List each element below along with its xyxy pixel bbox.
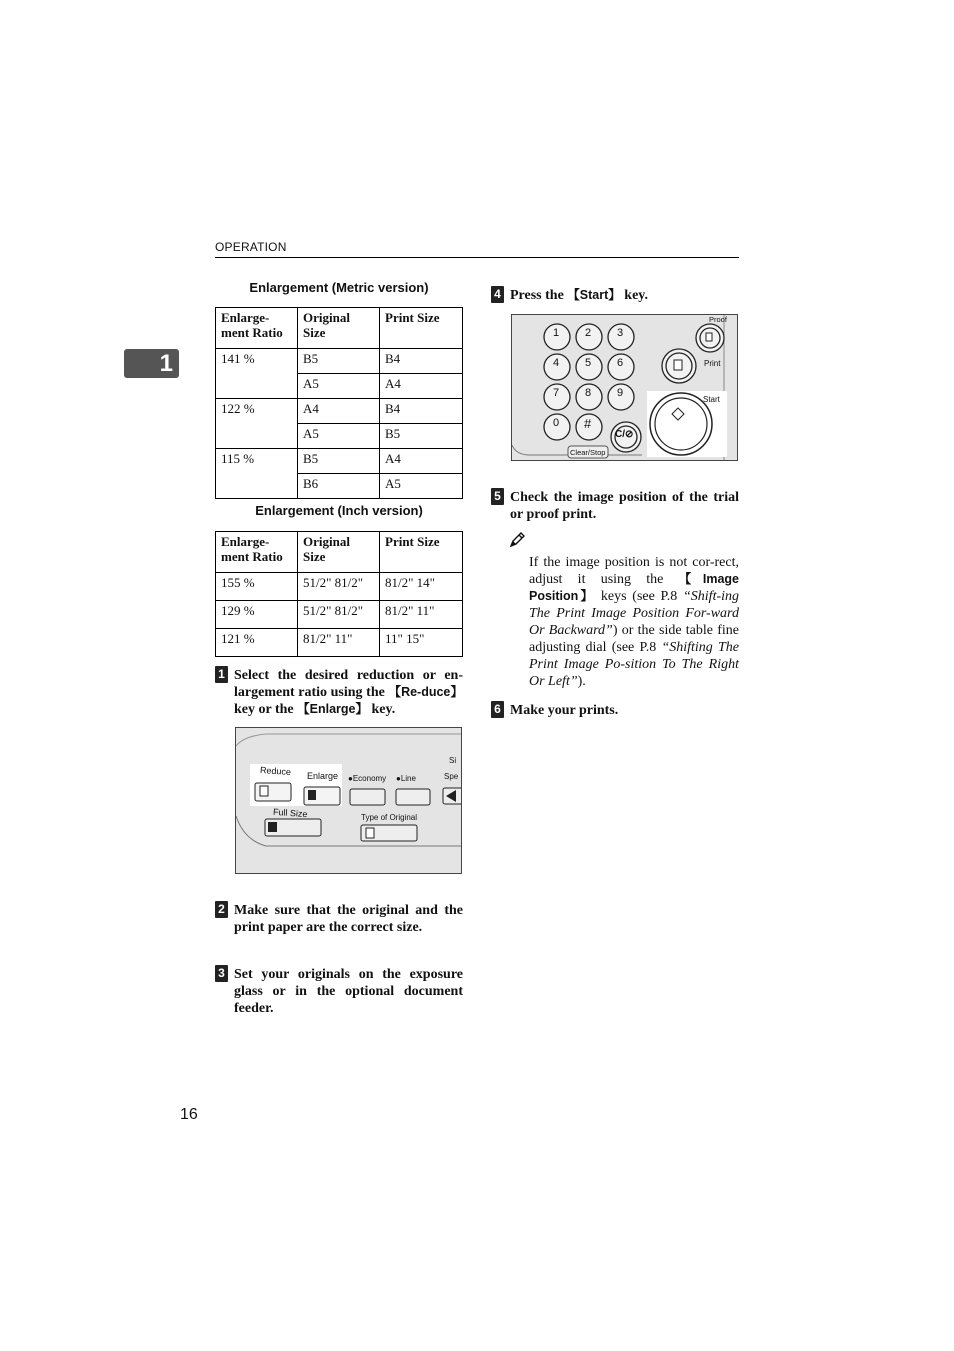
table-cell: 81/2" 11": [298, 629, 380, 657]
table-cell: B4: [380, 399, 463, 424]
step-number: 6: [491, 701, 504, 718]
key-0: 0: [553, 417, 560, 429]
table-cell: A4: [380, 374, 463, 399]
table-cell: 122 %: [216, 399, 298, 449]
step-text: Select the desired reduction or en-largement ratio using the: [234, 668, 463, 700]
step-number: 1: [215, 666, 228, 683]
table-cell: A4: [298, 399, 380, 424]
table-cell: A5: [380, 474, 463, 499]
table-cell: 121 %: [216, 629, 298, 657]
table-cell: 115 %: [216, 449, 298, 499]
page-number: 16: [180, 1106, 198, 1123]
clear-stop-label: Clear/Stop: [570, 448, 606, 457]
table-cell: 81/2" 14": [380, 573, 463, 601]
table-cell: 11" 15": [380, 629, 463, 657]
table-cell: 141 %: [216, 349, 298, 399]
step-text: Check the image position of the trial or proof print.: [510, 490, 739, 522]
line-label: ●Line: [396, 774, 416, 783]
header-section-label: OPERATION: [215, 240, 287, 254]
table-header: Print Size: [380, 308, 463, 349]
page-reference: P.8: [639, 640, 662, 655]
step-number: 4: [491, 286, 504, 303]
table-header: Enlarge- ment Ratio: [216, 532, 298, 573]
table-cell: B5: [298, 449, 380, 474]
table-cell: 129 %: [216, 601, 298, 629]
enlarge-key-label: 【Enlarge】: [297, 702, 368, 716]
table-cell: 51/2" 81/2": [298, 573, 380, 601]
step-1: [215, 667, 463, 718]
key-3: 3: [617, 327, 624, 339]
table-cell: B4: [380, 349, 463, 374]
panel-drawing: [236, 728, 461, 873]
key-8: 8: [585, 387, 592, 399]
note-text: [529, 554, 739, 690]
step-number: 3: [215, 965, 228, 982]
key-7: 7: [553, 387, 560, 399]
enlarge-label: Enlarge: [307, 771, 339, 781]
key-hash: #: [584, 416, 592, 431]
chapter-tab: 1: [124, 349, 179, 378]
step-5: [491, 489, 739, 523]
table-header: Original Size: [298, 308, 380, 349]
reference-title: “Shifting The Print Image Po-sition To The Right Or Left”: [529, 640, 739, 689]
reduce-key-label: 【Re-duce】: [388, 685, 463, 699]
table-cell: A4: [380, 449, 463, 474]
pencil-note-icon: [509, 531, 526, 548]
step-text: key.: [620, 288, 649, 303]
reference-title: “Shift-ing The Print Image Position For-ward Or Backward”: [529, 589, 740, 638]
reduce-enlarge-panel-illustration: [235, 727, 462, 874]
table-cell: 155 %: [216, 573, 298, 601]
key-5: 5: [585, 357, 592, 369]
speed-label: Spe: [444, 772, 459, 781]
note-segment: If the image position is not cor-rect, adjust it using the: [529, 555, 739, 587]
step-3: [215, 966, 463, 1017]
type-of-original-label: Type of Original: [361, 813, 418, 822]
metric-enlargement-table: [215, 307, 463, 499]
inch-table-title: Enlargement (Inch version): [255, 503, 423, 518]
print-label: Print: [704, 359, 721, 368]
inch-enlargement-table: [215, 531, 463, 657]
note-segment: keys (see: [595, 589, 661, 604]
step-4: [491, 287, 739, 304]
start-key-panel-illustration: [511, 314, 738, 461]
table-cell: A5: [298, 424, 380, 449]
table-cell: B5: [380, 424, 463, 449]
step-text: key or the: [234, 702, 298, 717]
side-label: Si: [449, 756, 457, 765]
header-rule: [215, 257, 739, 258]
step-text: Make sure that the original and the print paper are the correct size.: [234, 903, 463, 935]
table-header: Print Size: [380, 532, 463, 573]
full-size-label: Full Size: [272, 806, 308, 820]
page-reference: P.8: [660, 589, 683, 604]
step-2: [215, 902, 463, 936]
proof-label: Proof: [709, 315, 727, 324]
image-position-key-label: 【Image Position】: [529, 572, 739, 603]
clear-key-label: C/⊘: [615, 429, 634, 440]
start-key-label: 【Start】: [567, 288, 621, 302]
step-text: Press the: [510, 288, 568, 303]
note-segment: ) or the side table fine adjusting dial (see: [529, 623, 740, 655]
step-number: 2: [215, 901, 228, 918]
table-header: Enlarge- ment Ratio: [216, 308, 298, 349]
table-cell: 81/2" 11": [380, 601, 463, 629]
step-6: [491, 702, 739, 719]
step-text: Set your originals on the exposure glass or in the optional document feeder.: [234, 967, 463, 1016]
step-number: 5: [491, 488, 504, 505]
key-2: 2: [585, 327, 592, 339]
table-cell: 51/2" 81/2": [298, 601, 380, 629]
start-label: Start: [703, 395, 720, 404]
key-6: 6: [617, 357, 624, 369]
step-text: Make your prints.: [510, 703, 619, 718]
note-segment: ).: [577, 674, 586, 689]
key-1: 1: [553, 327, 560, 339]
economy-label: ●Economy: [348, 774, 387, 783]
key-9: 9: [617, 387, 624, 399]
table-header: Original Size: [298, 532, 380, 573]
table-cell: A5: [298, 374, 380, 399]
metric-table-title: Enlargement (Metric version): [249, 280, 429, 295]
reduce-label: Reduce: [259, 764, 292, 778]
table-cell: B6: [298, 474, 380, 499]
step-text: key.: [367, 702, 396, 717]
key-4: 4: [553, 357, 560, 369]
table-cell: B5: [298, 349, 380, 374]
